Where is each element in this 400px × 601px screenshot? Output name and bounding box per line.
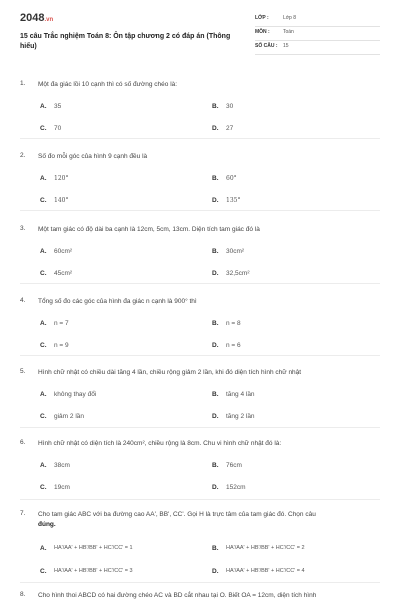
info-row-class: [255, 12, 380, 27]
question-number: 5.: [20, 368, 26, 375]
question-number: 3.: [20, 225, 26, 232]
option-label: B.: [212, 320, 219, 327]
option-text: giảm 2 lần: [54, 413, 84, 420]
option-text: HA'/AA' + HB'/BB' + HC'/CC' = 1: [54, 545, 133, 551]
option-text: n = 9: [54, 342, 69, 349]
option-text: 120°: [54, 175, 69, 182]
question-text: Hình chữ nhật có diện tích là 240cm², chiều rộng là 8cm. Chu vi hình chữ nhật đó là:: [38, 440, 282, 447]
option-text: 70: [54, 125, 62, 132]
divider: [20, 138, 380, 139]
divider: [20, 499, 380, 500]
option-text: 152cm: [226, 484, 246, 491]
question-text: Một đa giác lồi 10 cạnh thì có số đường chéo là:: [38, 81, 178, 88]
question-text: Số đo mỗi góc của hình 9 cạnh đều là: [38, 153, 148, 160]
option-text: 135°: [226, 197, 241, 204]
option-label: B.: [212, 248, 219, 255]
option-label: A.: [40, 103, 47, 110]
option-label: B.: [212, 391, 219, 398]
option-label: D.: [212, 484, 219, 491]
option-label: A.: [40, 545, 47, 552]
option-label: C.: [40, 413, 47, 420]
divider: [20, 582, 380, 583]
option-text: 35: [54, 103, 62, 110]
option-label: C.: [40, 484, 47, 491]
option-text: 30: [226, 103, 234, 110]
option-text: 19cm: [54, 484, 70, 491]
option-label: A.: [40, 320, 47, 327]
question-number: 6.: [20, 439, 26, 446]
divider: [20, 283, 380, 284]
option-label: C.: [40, 197, 47, 204]
logo-main: 2048: [20, 12, 45, 24]
question-text-emphasis: đúng.: [38, 521, 56, 528]
option-text: 32,5cm²: [226, 270, 250, 277]
option-label: C.: [40, 568, 47, 575]
question-text: Hình chữ nhật có chiều dài tăng 4 lần, chiều rộng giảm 2 lần, khi đó diện tích hình chữ nhật: [38, 369, 302, 376]
option-label: D.: [212, 270, 219, 277]
option-label: B.: [212, 103, 219, 110]
info-key: MÔN :: [255, 29, 270, 35]
option-label: C.: [40, 125, 47, 132]
divider: [20, 210, 380, 211]
page-header: [0, 0, 400, 60]
info-row-count: [255, 40, 380, 55]
info-value: 15: [283, 43, 289, 49]
site-logo[interactable]: [20, 12, 53, 24]
question-number: 7.: [20, 510, 26, 517]
info-key: LỚP :: [255, 15, 269, 21]
question-text: Một tam giác có độ dài ba cạnh là 12cm, 5cm, 13cm. Diện tích tam giác đó là: [38, 226, 260, 233]
question-number: 2.: [20, 152, 26, 159]
option-text: HA'/AA' + HB'/BB' + HC'/CC' = 3: [54, 568, 133, 574]
option-label: B.: [212, 462, 219, 469]
question-text-main: Cho tam giác ABC với ba đường cao AA', BB', CC'. Gọi H là trực tâm của tam giác đó. Chọn câu: [38, 511, 316, 518]
option-text: tăng 2 lần: [226, 413, 255, 420]
option-text: 38cm: [54, 462, 70, 469]
quiz-title: 15 câu Trắc nghiệm Toán 8: Ôn tập chương 2 có đáp án (Thông hiểu): [20, 33, 231, 50]
info-value: Lớp 8: [283, 15, 297, 21]
option-text: n = 7: [54, 320, 69, 327]
info-row-subject: [255, 26, 380, 41]
option-label: D.: [212, 342, 219, 349]
option-label: B.: [212, 545, 219, 552]
question-number: 8.: [20, 591, 26, 598]
option-label: D.: [212, 413, 219, 420]
question-text: Cho hình thoi ABCD có hai đường chéo AC và BD cắt nhau tại O. Biết OA = 12cm, diện tích hình: [38, 592, 317, 599]
option-label: D.: [212, 197, 219, 204]
option-text: 76cm: [226, 462, 242, 469]
option-label: D.: [212, 568, 219, 575]
option-label: C.: [40, 342, 47, 349]
divider: [20, 427, 380, 428]
option-text: HA'/AA' + HB'/BB' + HC'/CC' = 4: [226, 568, 305, 574]
option-label: B.: [212, 175, 219, 182]
question-text: Tổng số đo các góc của hình đa giác n cạnh là 900° thì: [38, 298, 197, 305]
option-text: 30cm²: [226, 248, 245, 255]
info-value: Toán: [283, 29, 294, 35]
info-key: SỐ CÂU :: [255, 43, 278, 49]
option-label: C.: [40, 270, 47, 277]
question-number: 1.: [20, 80, 26, 87]
question-text: [38, 510, 383, 530]
option-text: 45cm²: [54, 270, 73, 277]
option-text: 60°: [226, 175, 237, 182]
option-text: tăng 4 lần: [226, 391, 255, 398]
option-text: HA'/AA' + HB'/BB' + HC'/CC' = 2: [226, 545, 305, 551]
question-number: 4.: [20, 297, 26, 304]
option-text: 60cm²: [54, 248, 73, 255]
option-label: A.: [40, 175, 47, 182]
option-text: n = 8: [226, 320, 241, 327]
divider: [20, 355, 380, 356]
option-text: không thay đổi: [54, 391, 97, 398]
option-text: 140°: [54, 197, 69, 204]
logo-tld: .vn: [44, 17, 54, 23]
option-text: 27: [226, 125, 234, 132]
option-label: A.: [40, 391, 47, 398]
option-label: D.: [212, 125, 219, 132]
option-label: A.: [40, 248, 47, 255]
option-label: A.: [40, 462, 47, 469]
option-text: n = 6: [226, 342, 241, 349]
